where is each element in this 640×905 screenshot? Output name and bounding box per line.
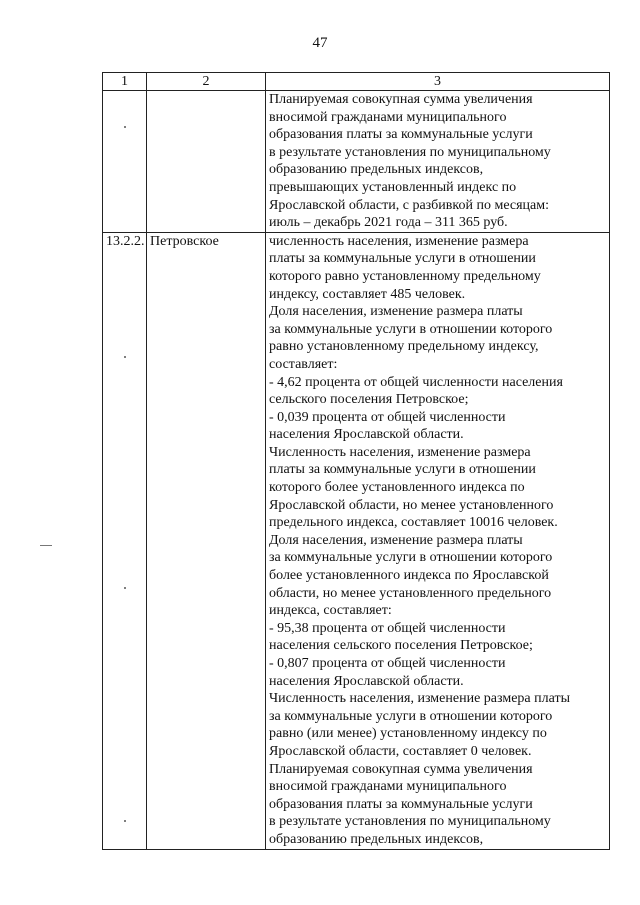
text-line: в результате установления по муниципальному [269, 814, 551, 830]
description-cell [266, 232, 610, 849]
text-line: предельного индекса, составляет 10016 человек. [269, 515, 558, 531]
description-text [269, 91, 606, 232]
text-line: платы за коммунальные услуги в отношении [269, 251, 536, 267]
text-line: за коммунальные услуги в отношении которого [269, 550, 553, 566]
margin-mark [40, 545, 52, 546]
text-line: Планируемая совокупная сумма увеличения [269, 761, 533, 777]
text-line: в результате установления по муниципальному [269, 144, 551, 160]
text-line: Доля населения, изменение размера платы [269, 304, 523, 320]
row-number-cell [103, 91, 147, 233]
header-col-1: 1 [103, 73, 147, 91]
municipality-name-cell [147, 91, 266, 233]
municipality-name-cell: Петровское [147, 232, 266, 849]
text-line: равно (или менее) установленному индексу по [269, 726, 547, 742]
text-line: Ярославской области, составляет 0 человек. [269, 743, 532, 759]
text-line: области, но менее установленного предельного [269, 585, 552, 601]
text-line: за коммунальные услуги в отношении которого [269, 321, 553, 337]
text-line: сельского поселения Петровское; [269, 392, 469, 408]
text-line: образованию предельных индексов, [269, 162, 484, 178]
page-number: 47 [312, 35, 328, 51]
scan-speck [124, 126, 126, 128]
text-line: Планируемая совокупная сумма увеличения [269, 92, 533, 107]
table-row [103, 91, 610, 233]
table-row [103, 232, 610, 849]
text-line: вносимой гражданами муниципального [269, 109, 507, 125]
text-line: - 4,62 процента от общей численности населения [269, 374, 563, 390]
text-line: Доля населения, изменение размера платы [269, 532, 523, 548]
text-line: Численность населения, изменение размера [269, 444, 531, 460]
text-line: образования платы за коммунальные услуги [269, 796, 533, 812]
row-number-cell: 13.2.2. [103, 232, 147, 849]
text-line: Ярославской области, с разбивкой по месяцам: [269, 197, 550, 213]
table-header-row [103, 73, 610, 91]
text-line: Численность населения, изменение размера платы [269, 691, 570, 707]
municipal-index-table [102, 72, 610, 850]
text-line: превышающих установленный индекс по [269, 179, 517, 195]
text-line: которого более установленного индекса по [269, 480, 525, 496]
text-line: индекса, составляет: [269, 603, 392, 619]
scan-speck [124, 820, 126, 822]
text-line: населения сельского поселения Петровское; [269, 638, 533, 654]
text-line: равно установленному предельному индексу, [269, 339, 539, 355]
text-line: составляет: [269, 356, 338, 372]
text-line: за коммунальные услуги в отношении которого [269, 708, 553, 724]
text-line: июль – декабрь 2021 года – 311 365 руб. [269, 215, 508, 231]
text-line: - 0,807 процента от общей численности [269, 656, 506, 671]
text-line: более установленного индекса по Ярославской [269, 568, 549, 584]
text-line: платы за коммунальные услуги в отношении [269, 462, 536, 478]
text-line: образованию предельных индексов, [269, 831, 484, 847]
text-line: Ярославской области, но менее установленного [269, 497, 554, 513]
text-line: населения Ярославской области. [269, 673, 464, 689]
text-line: образования платы за коммунальные услуги [269, 127, 533, 143]
description-text [269, 233, 606, 849]
text-line: индексу, составляет 485 человек. [269, 286, 466, 302]
text-line: численность населения, изменение размера [269, 233, 529, 249]
text-line: - 0,039 процента от общей численности [269, 409, 506, 425]
scan-speck [124, 587, 126, 589]
scan-speck [124, 356, 126, 358]
text-line: - 95,38 процента от общей численности [269, 620, 506, 636]
text-line: вносимой гражданами муниципального [269, 779, 507, 795]
header-col-3: 3 [266, 73, 610, 91]
text-line: населения Ярославской области. [269, 427, 464, 443]
description-cell [266, 91, 610, 233]
text-line: которого равно установленному предельному [269, 268, 541, 284]
header-col-2: 2 [147, 73, 266, 91]
